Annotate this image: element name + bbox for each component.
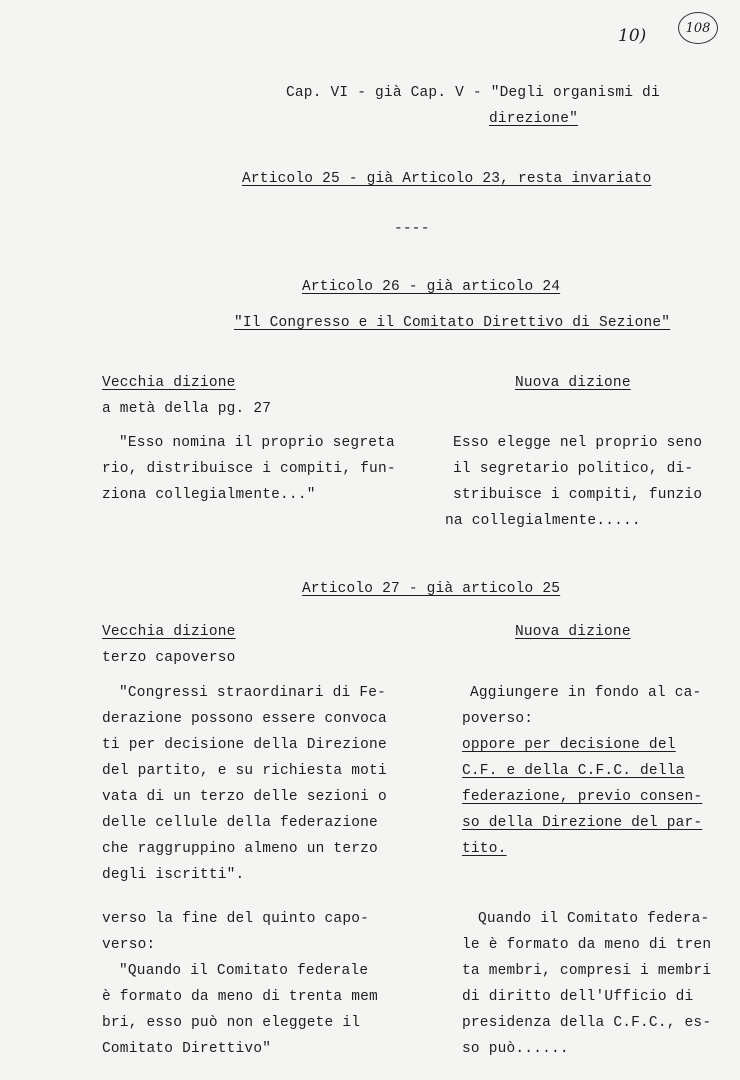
- art27-old-location2: verso la fine del quinto capo-: [102, 911, 370, 927]
- art27-new-line: Aggiungere in fondo al ca-: [470, 685, 702, 701]
- art26-new-line: Esso elegge nel proprio seno: [453, 435, 703, 451]
- art27-old-label: Vecchia dizione: [102, 624, 236, 640]
- art26-old-line: "Esso nomina il proprio segreta: [119, 435, 395, 451]
- art27-old-line2: è formato da meno di trenta mem: [102, 989, 378, 1005]
- art26-new-line: stribuisce i compiti, funzio: [453, 487, 703, 503]
- art26-new-line: il segretario politico, di-: [453, 461, 694, 477]
- art27-new-line2: di diritto dell'Ufficio di: [462, 989, 694, 1005]
- art27-old-line: delle cellule della federazione: [102, 815, 378, 831]
- circled-page-stamp: 108: [678, 12, 718, 44]
- art26-old-location: a metà della pg. 27: [102, 401, 272, 417]
- separator: ----: [394, 221, 430, 237]
- article-26-heading: Articolo 26 - già articolo 24: [302, 279, 561, 295]
- art27-old-line: che raggruppino almeno un terzo: [102, 841, 378, 857]
- art27-new-line: federazione, previo consen-: [462, 789, 703, 805]
- art27-new-line2: presidenza della C.F.C., es-: [462, 1015, 712, 1031]
- art27-old-line: "Congressi straordinari di Fe-: [119, 685, 387, 701]
- art27-new-line2: so può......: [462, 1041, 569, 1057]
- art27-old-line: ti per decisione della Direzione: [102, 737, 387, 753]
- chapter-title-line1: Cap. VI - già Cap. V - "Degli organismi di: [286, 85, 660, 101]
- art27-old-line: vata di un terzo delle sezioni o: [102, 789, 387, 805]
- art27-old-line2: "Quando il Comitato federale: [119, 963, 369, 979]
- art27-old-location: terzo capoverso: [102, 650, 236, 666]
- art27-new-line: poverso:: [462, 711, 534, 727]
- chapter-title-line2: direzione": [489, 111, 579, 127]
- article-26-subtitle: "Il Congresso e il Comitato Direttivo di Sezione": [234, 315, 671, 331]
- art27-new-line2: Quando il Comitato federa-: [478, 911, 710, 927]
- art27-new-line: oppore per decisione del: [462, 737, 676, 753]
- article-25-heading: Articolo 25 - già Articolo 23, resta invariato: [242, 171, 652, 187]
- art26-new-line: na collegialmente.....: [445, 513, 641, 529]
- art27-new-label: Nuova dizione: [515, 624, 631, 640]
- art26-new-label: Nuova dizione: [515, 375, 631, 391]
- art27-old-line: del partito, e su richiesta moti: [102, 763, 387, 779]
- art27-old-location2: verso:: [102, 937, 156, 953]
- art27-new-line: so della Direzione del par-: [462, 815, 703, 831]
- art27-new-line: C.F. e della C.F.C. della: [462, 763, 685, 779]
- art26-old-label: Vecchia dizione: [102, 375, 236, 391]
- art27-new-line: tito.: [462, 841, 507, 857]
- art26-old-line: ziona collegialmente...": [102, 487, 316, 503]
- art27-new-line2: le è formato da meno di tren: [462, 937, 712, 953]
- art27-new-line2: ta membri, compresi i membri: [462, 963, 712, 979]
- handwritten-page-number: 10): [618, 26, 647, 46]
- article-27-heading: Articolo 27 - già articolo 25: [302, 581, 561, 597]
- art27-old-line2: Comitato Direttivo": [102, 1041, 272, 1057]
- art27-old-line2: bri, esso può non eleggete il: [102, 1015, 361, 1031]
- art27-old-line: degli iscritti".: [102, 867, 245, 883]
- art27-old-line: derazione possono essere convoca: [102, 711, 387, 727]
- art26-old-line: rio, distribuisce i compiti, fun-: [102, 461, 396, 477]
